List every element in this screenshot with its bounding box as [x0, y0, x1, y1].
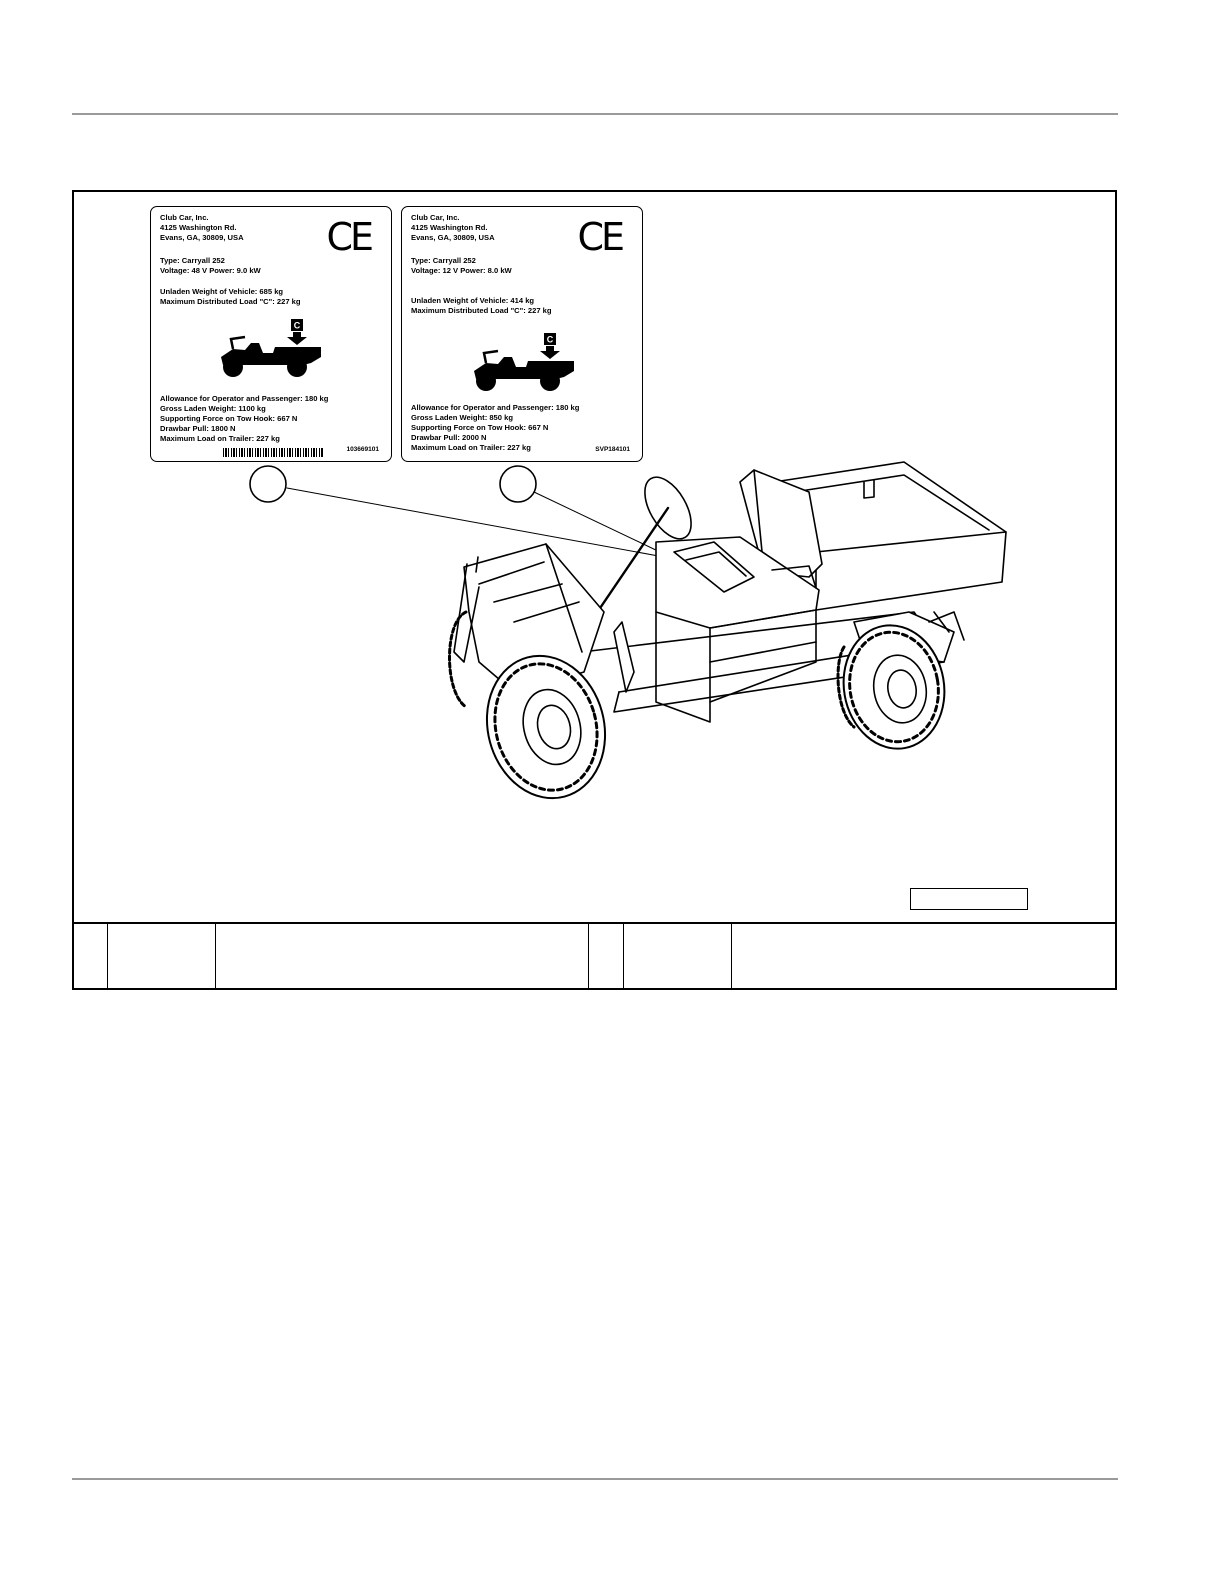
label-address-2: Evans, GA, 30809, USA [411, 233, 495, 242]
figure-code-box [910, 888, 1028, 910]
label-company: Club Car, Inc. [160, 213, 209, 222]
label-address-1: 4125 Washington Rd. [411, 223, 488, 232]
label-max-trailer-load: Maximum Load on Trailer: 227 kg [160, 434, 280, 443]
label-max-distributed-load: Maximum Distributed Load "C": 227 kg [160, 297, 301, 306]
label-type: Type: Carryall 252 [160, 256, 225, 265]
figure-frame [72, 190, 1117, 990]
label-gross-laden-weight: Gross Laden Weight: 850 kg [411, 413, 513, 422]
label-address-1: 4125 Washington Rd. [160, 223, 237, 232]
ce-mark-icon: CE [577, 215, 622, 259]
table-cell-part [107, 924, 216, 988]
label-voltage-power: Voltage: 12 V Power: 8.0 kW [411, 266, 512, 275]
parts-table [74, 922, 1115, 988]
label-drawbar-pull: Drawbar Pull: 1800 N [160, 424, 236, 433]
label-max-trailer-load: Maximum Load on Trailer: 227 kg [411, 443, 531, 452]
barcode [223, 448, 323, 457]
label-allowance: Allowance for Operator and Passenger: 180 kg [411, 403, 580, 412]
footer-rule [72, 1478, 1118, 1480]
load-marker: C [293, 320, 301, 331]
vehicle-load-icon [464, 333, 580, 401]
label-drawbar-pull: Drawbar Pull: 2000 N [411, 433, 487, 442]
label-part-number: 103669101 [346, 446, 379, 453]
label-tow-hook-force: Supporting Force on Tow Hook: 667 N [411, 423, 549, 432]
load-marker: C [546, 334, 554, 345]
callout-circle-2 [500, 466, 536, 502]
table-cell-description [215, 924, 589, 988]
label-type: Type: Carryall 252 [411, 256, 476, 265]
callout-leader-1 [287, 488, 664, 557]
ce-label-12v [401, 206, 643, 462]
header-rule [72, 113, 1118, 115]
ce-mark-icon: CE [326, 215, 371, 259]
label-part-number: SVP184101 [595, 446, 630, 453]
ce-label-48v [150, 206, 392, 462]
label-address-2: Evans, GA, 30809, USA [160, 233, 244, 242]
table-cell-item [588, 924, 624, 988]
callout-circle-1 [250, 466, 286, 502]
label-gross-laden-weight: Gross Laden Weight: 1100 kg [160, 404, 266, 413]
label-unladen-weight: Unladen Weight of Vehicle: 414 kg [411, 296, 535, 305]
callout-leader-2 [534, 492, 660, 552]
vehicle-load-icon [211, 319, 327, 387]
table-cell-item [74, 924, 108, 988]
label-company: Club Car, Inc. [411, 213, 460, 222]
label-voltage-power: Voltage: 48 V Power: 9.0 kW [160, 266, 261, 275]
label-unladen-weight: Unladen Weight of Vehicle: 685 kg [160, 287, 284, 296]
label-allowance: Allowance for Operator and Passenger: 180 kg [160, 394, 329, 403]
label-max-distributed-load: Maximum Distributed Load "C": 227 kg [411, 306, 552, 315]
table-cell-part [623, 924, 732, 988]
label-tow-hook-force: Supporting Force on Tow Hook: 667 N [160, 414, 298, 423]
